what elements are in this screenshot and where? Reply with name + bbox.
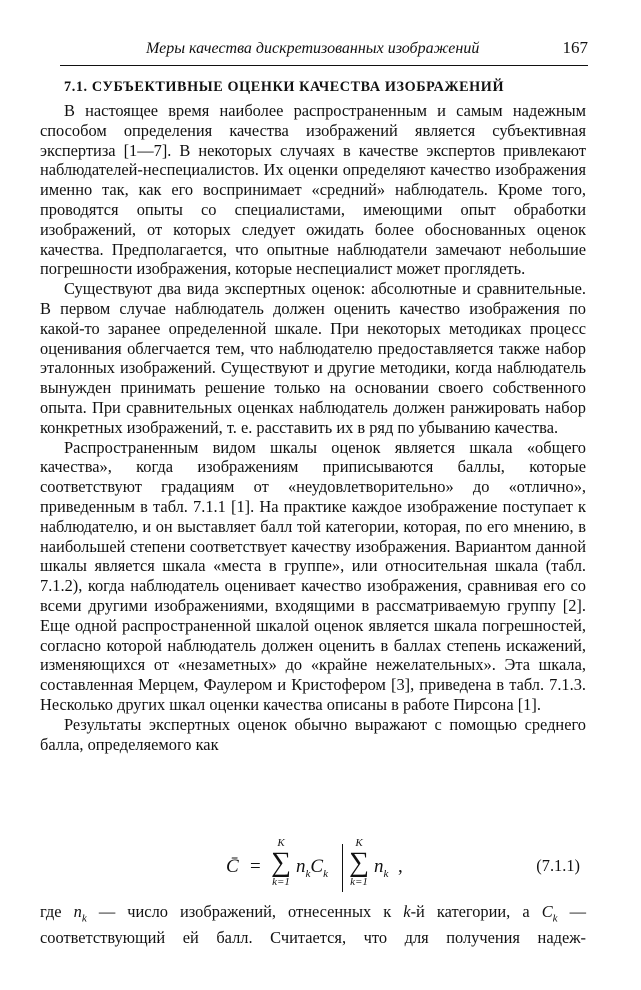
sum-1-lower: k=1 [272, 876, 290, 888]
paragraph-4: Результаты экспертных оценок обычно выражают с помощью среднего балла, определяемого как [40, 714, 586, 754]
running-header [60, 38, 588, 62]
sum-1-upper: K [277, 837, 285, 849]
sum-symbol-2: K ∑ k=1 [349, 837, 369, 888]
paragraph-1: В настоящее время наиболее распространенным и самым надежным способом определения качества изображений является субъективная экспертиза [1—7]. В некоторых случаях в качестве экспертов привлекают наблюдателей-неспециалистов. Их оценки определяют качество изображения именно так, как его воспринимает «средний» наблюдатель. Кроме того, проводятся опыты со специалистами, имеющими опыт обработки изображений, от которых следует ожидать более обоснованных оценок качества. Предполагается, что опытные наблюдатели замечают небольшие погрешности изображения, которые неспециалист может проглядеть. [40, 101, 586, 279]
paragraph-3: Распространенным видом шкалы оценок является шкала «общего качества», когда изображениям приписываются баллы, которые соответствуют градациям от «неудовлетворительно» до «отлично», приведенным в табл. 7.1.1 [1]. На практике каждое изображение поступает к наблюдателю, и он выставляет балл той категории, которая, по его мнению, в наибольшей степени соответствует качеству изображения. Вариантом данной шкалы является шкала «места в группе», или относительная шкала (табл. 7.1.2), когда наблюдатель оценивает качество изображения, сравнивая его со всеми другими изображениями, входящими в рассматриваемую группу [2]. Еще одной распространенной шкалой оценок является шкала погрешностей, согласно которой наблюдатель должен оценить в баллах степень искажений, изменяющихся от «незаметных» до «крайне нежелательных». Эта шкала, составленная Мерцем, Фаулером и Кристофером [3], приведена в табл. 7.1.3. Несколько других шкал оценки качества описаны в работе Пирсона [1]. [40, 437, 586, 714]
sum-2-upper: K [355, 837, 363, 849]
post-formula-line-1: где $n_k$ — число изображений, отнесенных к k-й категории, а $C_k$ — [40, 902, 586, 925]
running-title: Меры качества дискретизованных изображений [146, 40, 480, 57]
page-number: 167 [562, 38, 588, 57]
post-formula-line-2: соответствующий ей балл. Считается, что для получения надеж- [40, 928, 586, 948]
denominator-term: $n_k$ [374, 856, 389, 880]
formula-comma: , [398, 856, 403, 877]
equation-number: (7.1.1) [536, 856, 580, 875]
post-formula-text [40, 902, 586, 948]
body-text [40, 101, 586, 754]
sum-2-lower: k=1 [350, 876, 368, 888]
section-heading: 7.1. СУБЪЕКТИВНЫЕ ОЦЕНКИ КАЧЕСТВА ИЗОБРАЖЕНИЙ [64, 79, 505, 95]
equation-7-1-1 [40, 838, 586, 900]
formula-lhs: C̄ [226, 856, 239, 877]
numerator-term: $n_kC_k$ [296, 856, 328, 880]
division-bar [342, 844, 343, 892]
header-rule [60, 65, 588, 66]
sum-symbol-1: K ∑ k=1 [271, 837, 291, 888]
paragraph-2: Существуют два вида экспертных оценок: абсолютные и сравнительные. В первом случае наблюдатель должен оценить качество изображения по какой-то заранее определенной шкале. При некоторых методиках процесс оценивания облегчается тем, что наблюдателю предоставляется также набор эталонных изображений. Существуют и другие методики, когда наблюдатель вынужден принимать решение только на основании своего собственного опыта. При сравнительных оценках наблюдатель должен ранжировать набор конкретных изображений, т. е. расставить их в ряд по убыванию качества. [40, 279, 586, 437]
formula-equals: = [250, 856, 261, 877]
